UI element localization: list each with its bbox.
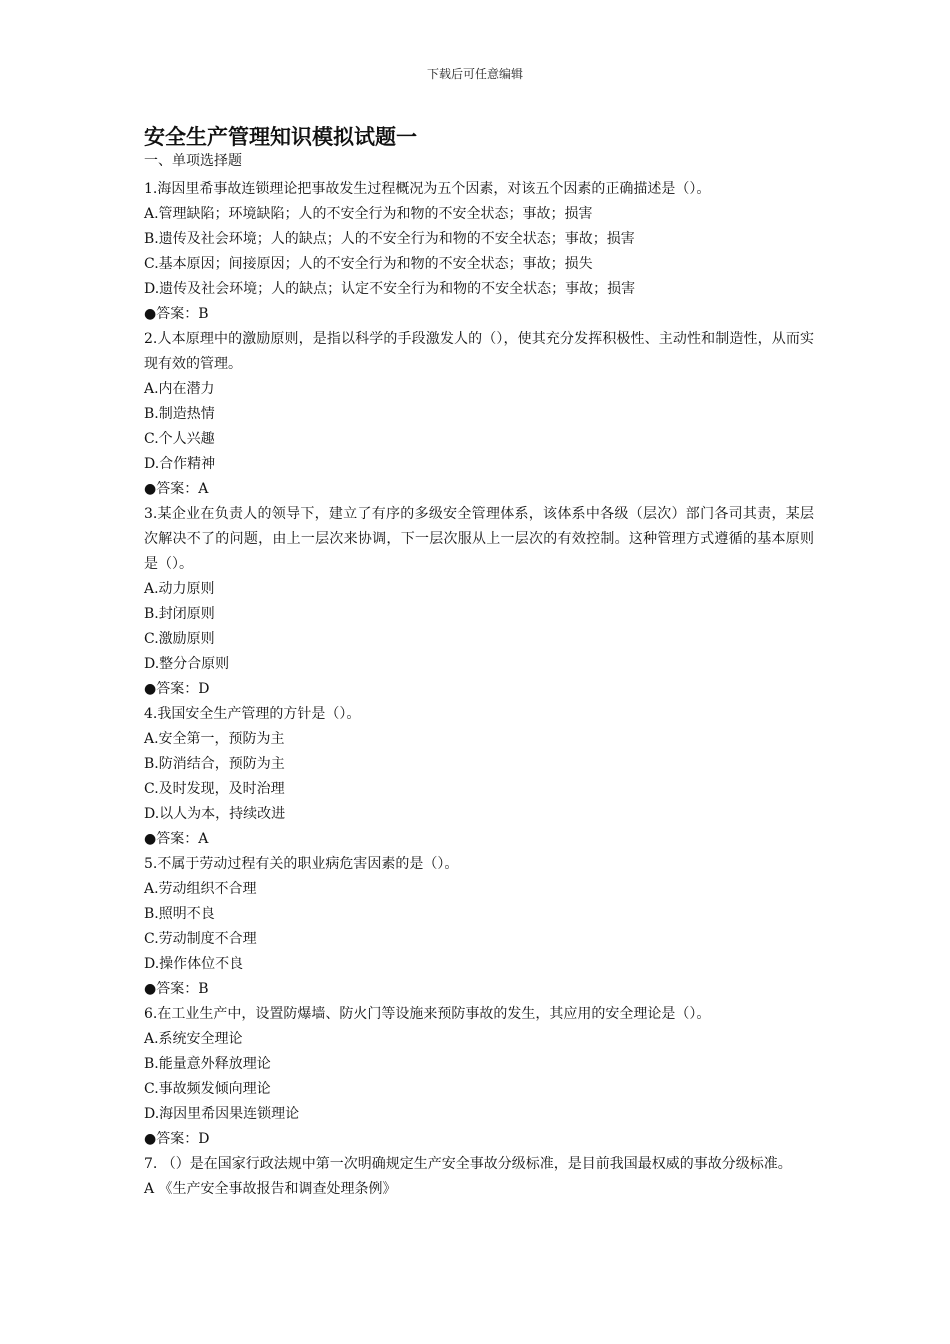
option-d: D.操作体位不良 bbox=[144, 956, 244, 972]
answer: ●答案：D bbox=[144, 1131, 210, 1147]
option-d: D.整分合原则 bbox=[144, 656, 230, 672]
question-1 bbox=[144, 177, 814, 327]
option-d: D.合作精神 bbox=[144, 456, 216, 472]
option-d: D.以人为本，持续改进 bbox=[144, 806, 286, 822]
section-heading: 一、单项选择题 bbox=[144, 153, 242, 169]
question-stem: 4.我国安全生产管理的方针是（）。 bbox=[144, 706, 361, 722]
question-stem: 6.在工业生产中，设置防爆墙、防火门等设施来预防事故的发生，其应用的安全理论是（）。 bbox=[144, 1006, 711, 1022]
document-title: 安全生产管理知识模拟试题一 bbox=[144, 125, 417, 149]
option-b: B.防消结合，预防为主 bbox=[144, 756, 285, 772]
option-a: A.内在潜力 bbox=[144, 381, 215, 397]
option-c: C.基本原因；间接原因；人的不安全行为和物的不安全状态；事故；损失 bbox=[144, 256, 593, 272]
question-stem: 1.海因里希事故连锁理论把事故发生过程概况为五个因素，对该五个因素的正确描述是（）。 bbox=[144, 181, 711, 197]
question-stem: 2.人本原理中的激励原则，是指以科学的手段激发人的（），使其充分发挥积极性、主动性和制造性，从而实现有效的管理。 bbox=[144, 331, 814, 372]
option-a: A.劳动组织不合理 bbox=[144, 881, 257, 897]
option-a: A.管理缺陷；环境缺陷；人的不安全行为和物的不安全状态；事故；损害 bbox=[144, 206, 593, 222]
question-7 bbox=[144, 1152, 814, 1202]
question-stem: 7. （）是在国家行政法规中第一次明确规定生产安全事故分级标准，是目前我国最权威的事故分级标准。 bbox=[144, 1156, 792, 1172]
option-d: D.遗传及社会环境；人的缺点；认定不安全行为和物的不安全状态；事故；损害 bbox=[144, 281, 636, 297]
option-a: A.动力原则 bbox=[144, 581, 215, 597]
question-stem: 3.某企业在负责人的领导下，建立了有序的多级安全管理体系，该体系中各级（层次）部门各司其责，某层次解决不了的问题，由上一层次来协调，下一层次服从上一层次的有效控制。这种管理方式遵循的基本原则是（）。 bbox=[144, 506, 814, 572]
option-c: C.激励原则 bbox=[144, 631, 215, 647]
question-5 bbox=[144, 852, 814, 1002]
answer: ●答案：B bbox=[144, 306, 209, 322]
option-d: D.海因里希因果连锁理论 bbox=[144, 1106, 300, 1122]
option-b: B.遗传及社会环境；人的缺点；人的不安全行为和物的不安全状态；事故；损害 bbox=[144, 231, 635, 247]
answer: ●答案：A bbox=[144, 481, 209, 497]
option-c: C.及时发现，及时治理 bbox=[144, 781, 285, 797]
option-a: A 《生产安全事故报告和调查处理条例》 bbox=[144, 1181, 397, 1197]
answer: ●答案：B bbox=[144, 981, 209, 997]
option-c: C.个人兴趣 bbox=[144, 431, 215, 447]
page-header: 下载后可任意编辑 bbox=[426, 67, 523, 81]
option-a: A.安全第一，预防为主 bbox=[144, 731, 285, 747]
answer: ●答案：D bbox=[144, 681, 210, 697]
answer: ●答案：A bbox=[144, 831, 209, 847]
option-c: C.劳动制度不合理 bbox=[144, 931, 257, 947]
question-6 bbox=[144, 1002, 814, 1152]
option-b: B.封闭原则 bbox=[144, 606, 215, 622]
question-2 bbox=[144, 327, 814, 502]
question-stem: 5.不属于劳动过程有关的职业病危害因素的是（）。 bbox=[144, 856, 459, 872]
option-b: B.制造热情 bbox=[144, 406, 215, 422]
document-body bbox=[144, 122, 814, 1202]
option-c: C.事故频发倾向理论 bbox=[144, 1081, 271, 1097]
option-a: A.系统安全理论 bbox=[144, 1031, 243, 1047]
question-3 bbox=[144, 502, 814, 702]
question-4 bbox=[144, 702, 814, 852]
option-b: B.能量意外释放理论 bbox=[144, 1056, 271, 1072]
option-b: B.照明不良 bbox=[144, 906, 215, 922]
